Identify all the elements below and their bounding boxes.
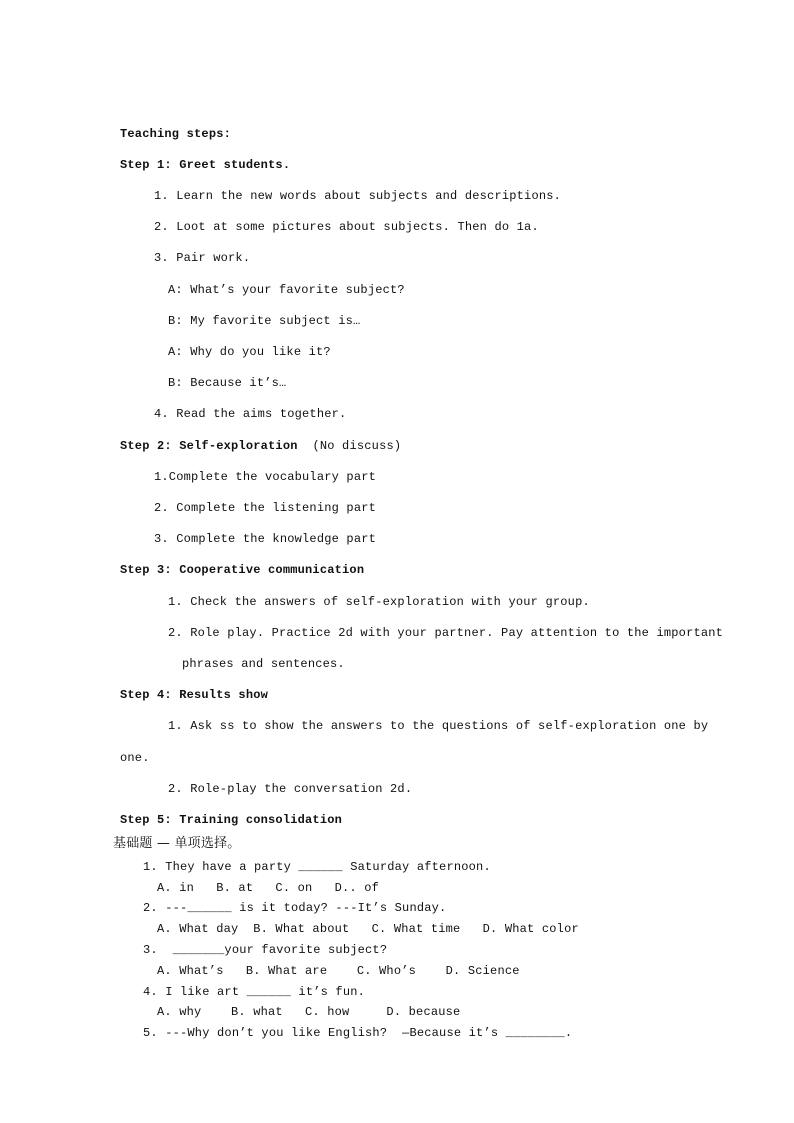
question-options: A. in B. at C. on D.. of	[157, 881, 380, 895]
step2-item: 1.Complete the vocabulary part	[154, 470, 377, 484]
question-options: A. What day B. What about C. What time D. What color	[157, 922, 579, 936]
dialogue-line: B: Because it’s…	[168, 376, 287, 390]
step2-heading-line	[120, 439, 401, 453]
teaching-steps-heading: Teaching steps:	[120, 127, 232, 141]
step2-item: 3. Complete the knowledge part	[154, 532, 377, 546]
step1-heading: Step 1: Greet students.	[120, 158, 291, 172]
step4-item: 2. Role-play the conversation 2d.	[168, 782, 413, 796]
step2-heading: Step 2: Self-exploration	[120, 439, 298, 453]
question: 4. I like art ______ it’s fun.	[143, 985, 366, 999]
step1-item: 3. Pair work.	[154, 251, 251, 265]
step3-item: 2. Role play. Practice 2d with your partner. Pay attention to the important	[168, 626, 724, 640]
step1-item: 4. Read the aims together.	[154, 407, 347, 421]
step1-item: 1. Learn the new words about subjects and descriptions.	[154, 189, 562, 203]
question-options: A. why B. what C. how D. because	[157, 1005, 461, 1019]
step3-item: 1. Check the answers of self-exploration with your group.	[168, 595, 590, 609]
step4-item-continuation: one.	[120, 751, 150, 765]
dialogue-line: A: What’s your favorite subject?	[168, 283, 405, 297]
step2-item: 2. Complete the listening part	[154, 501, 377, 515]
question: 2. ---______ is it today? ---It’s Sunday.	[143, 901, 447, 915]
dialogue-line: A: Why do you like it?	[168, 345, 331, 359]
step4-item: 1. Ask ss to show the answers to the questions of self-exploration one by	[168, 719, 709, 733]
basic-questions-title: 基础题 — 单项选择。	[113, 836, 241, 851]
question-options: A. What’s B. What are C. Who’s D. Science	[157, 964, 520, 978]
step4-heading: Step 4: Results show	[120, 688, 269, 702]
step2-note: (No discuss)	[312, 439, 402, 453]
dialogue-line: B: My favorite subject is…	[168, 314, 361, 328]
question: 3. _______your favorite subject?	[143, 943, 388, 957]
question: 5. ---Why don’t you like English? —Because it’s ________.	[143, 1026, 573, 1040]
step3-item-continuation: phrases and sentences.	[182, 657, 345, 671]
step1-item: 2. Loot at some pictures about subjects. Then do 1a.	[154, 220, 539, 234]
step3-heading: Step 3: Cooperative communication	[120, 563, 365, 577]
step5-heading: Step 5: Training consolidation	[120, 813, 343, 827]
question: 1. They have a party ______ Saturday afternoon.	[143, 860, 491, 874]
